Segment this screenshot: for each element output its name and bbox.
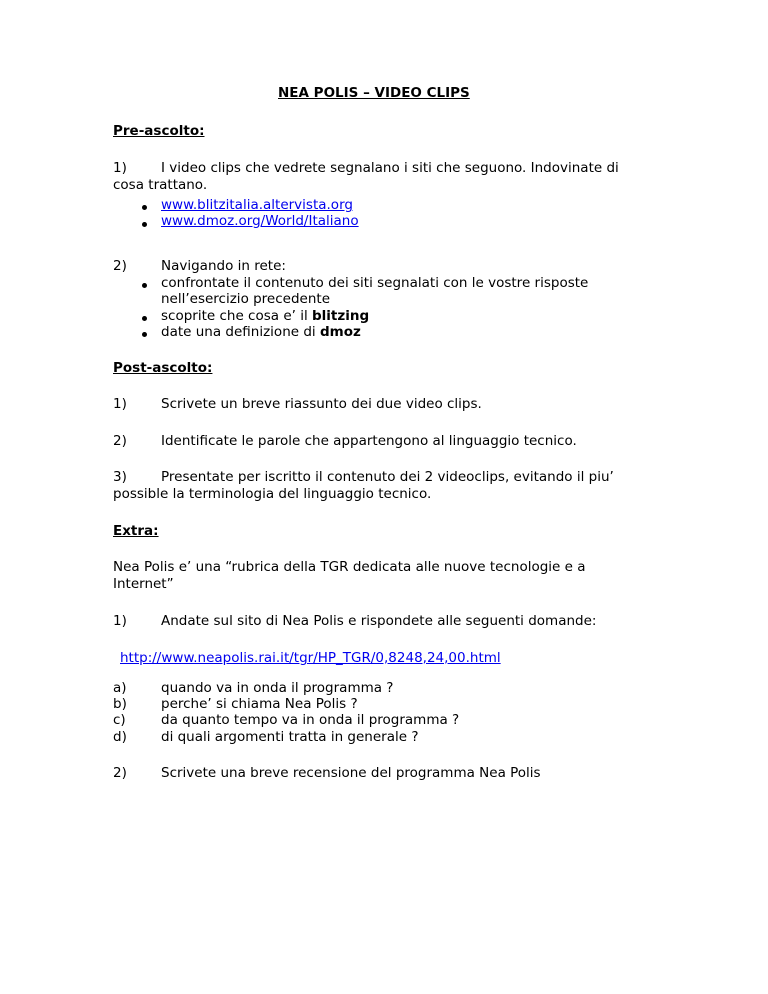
extra-item-d-text: di quali argomenti tratta in generale ? — [161, 729, 419, 745]
extra-intro-line1: Nea Polis e’ una “rubrica della TGR dedicata alle nuove tecnologie e a — [113, 559, 586, 575]
pre-q2-bullet3: date una definizione di dmoz — [161, 324, 361, 340]
bullet-icon — [142, 205, 147, 210]
extra-q1-text: Andate sul sito di Nea Polis e rispondete alle seguenti domande: — [161, 613, 597, 629]
post-q3-text-line1: Presentate per iscritto il contenuto dei 2 videoclips, evitando il piu’ — [161, 469, 614, 485]
extra-item-b-text: perche’ si chiama Nea Polis ? — [161, 696, 358, 712]
post-q3-number: 3) — [113, 469, 127, 485]
extra-item-d-letter: d) — [113, 729, 127, 745]
pre-q2-bullet1-line2: nell’esercizio precedente — [161, 291, 331, 307]
post-q1-text: Scrivete un breve riassunto dei due video clips. — [161, 396, 482, 412]
extra-q1-number: 1) — [113, 613, 127, 629]
extra-q2-number: 2) — [113, 765, 127, 781]
page-title: NEA POLIS – VIDEO CLIPS — [278, 85, 470, 101]
post-q1-number: 1) — [113, 396, 127, 412]
link-neapolis[interactable]: http://www.neapolis.rai.it/tgr/HP_TGR/0,8248,24,00.html — [120, 650, 501, 666]
extra-item-a-letter: a) — [113, 680, 127, 696]
blitzing-term: blitzing — [312, 308, 370, 324]
dmoz-term: dmoz — [319, 324, 361, 340]
extra-intro-line2: Internet” — [113, 576, 174, 592]
pre-q1-text-line1: I video clips che vedrete segnalano i siti che seguono. Indovinate di — [161, 160, 619, 176]
pre-q1-number: 1) — [113, 160, 127, 176]
link-dmoz[interactable]: www.dmoz.org/World/Italiano — [161, 213, 359, 229]
post-q3-text-line2: possible la terminologia del linguaggio tecnico. — [113, 486, 432, 502]
link-blitzitalia[interactable]: www.blitzitalia.altervista.org — [161, 197, 353, 213]
post-ascolto-heading: Post-ascolto: — [113, 360, 213, 376]
bullet-icon — [142, 316, 147, 321]
extra-q2-text: Scrivete una breve recensione del programma Nea Polis — [161, 765, 541, 781]
bullet-icon — [142, 283, 147, 288]
extra-item-c-letter: c) — [113, 712, 126, 728]
post-q2-text: Identificate le parole che appartengono al linguaggio tecnico. — [161, 433, 577, 449]
pre-q2-number: 2) — [113, 258, 127, 274]
extra-heading: Extra: — [113, 523, 159, 539]
pre-q2-bullet2: scoprite che cosa e’ il blitzing — [161, 308, 370, 324]
pre-q2-intro: Navigando in rete: — [161, 258, 286, 274]
extra-item-c-text: da quanto tempo va in onda il programma ? — [161, 712, 460, 728]
pre-q2-bullet1-line1: confrontate il contenuto dei siti segnalati con le vostre risposte — [161, 275, 589, 291]
pre-q1-text-line2: cosa trattano. — [113, 177, 208, 193]
post-q2-number: 2) — [113, 433, 127, 449]
pre-ascolto-heading: Pre-ascolto: — [113, 123, 205, 139]
extra-item-a-text: quando va in onda il programma ? — [161, 680, 394, 696]
bullet-icon — [142, 332, 147, 337]
bullet-icon — [142, 222, 147, 227]
extra-item-b-letter: b) — [113, 696, 127, 712]
